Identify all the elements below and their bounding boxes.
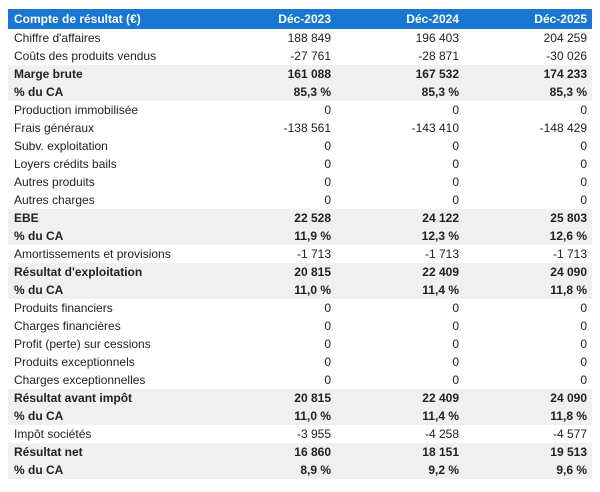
value-cell: 0 xyxy=(452,139,459,153)
value-cell: -138 561 xyxy=(283,121,331,135)
row-label: Résultat d'exploitation xyxy=(14,265,143,279)
value-cell: 0 xyxy=(324,355,331,369)
value-cell: 0 xyxy=(580,337,587,351)
value-cell: 11,8 % xyxy=(550,409,587,423)
value-cell: -1 713 xyxy=(296,247,331,261)
table-row xyxy=(8,245,592,263)
table-row xyxy=(8,317,592,335)
table-row xyxy=(8,371,592,389)
row-label: Impôt sociétés xyxy=(14,427,92,441)
value-cell: -1 713 xyxy=(424,247,459,261)
row-label: % du CA xyxy=(14,229,64,243)
value-cell: 204 259 xyxy=(543,31,587,45)
value-cell: -27 761 xyxy=(290,49,331,63)
table-row xyxy=(8,137,592,155)
value-cell: 0 xyxy=(452,337,459,351)
value-cell: 19 513 xyxy=(550,445,587,459)
value-cell: 22 409 xyxy=(422,265,459,279)
value-cell: 9,6 % xyxy=(556,463,587,477)
value-cell: 20 815 xyxy=(294,265,331,279)
table-row xyxy=(8,83,592,101)
header-col-dec-2023: Déc-2023 xyxy=(208,9,336,29)
value-cell: 0 xyxy=(324,139,331,153)
value-cell: 24 090 xyxy=(550,391,587,405)
value-cell: 0 xyxy=(452,103,459,117)
row-label: Loyers crédits bails xyxy=(14,157,117,171)
value-cell: 24 122 xyxy=(422,211,459,225)
value-cell: 24 090 xyxy=(550,265,587,279)
value-cell: 12,3 % xyxy=(421,229,459,243)
row-label: Résultat avant impôt xyxy=(14,391,133,405)
row-label: Charges exceptionnelles xyxy=(14,373,146,387)
table-header-row xyxy=(8,9,592,29)
value-cell: 0 xyxy=(452,193,459,207)
table-row xyxy=(8,353,592,371)
income-statement-table xyxy=(8,9,592,479)
value-cell: -1 713 xyxy=(552,247,587,261)
value-cell: 22 409 xyxy=(422,391,459,405)
row-label: Profit (perte) sur cessions xyxy=(14,337,151,351)
value-cell: 196 403 xyxy=(415,31,459,45)
row-label: Autres charges xyxy=(14,193,95,207)
row-label: Amortissements et provisions xyxy=(14,247,171,261)
value-cell: 0 xyxy=(580,301,587,315)
value-cell: -4 258 xyxy=(424,427,459,441)
value-cell: 0 xyxy=(324,337,331,351)
value-cell: 20 815 xyxy=(294,391,331,405)
table-row xyxy=(8,29,592,47)
value-cell: 0 xyxy=(452,175,459,189)
table-row xyxy=(8,101,592,119)
value-cell: -3 955 xyxy=(296,427,331,441)
table-row xyxy=(8,209,592,227)
table-row xyxy=(8,191,592,209)
table-row xyxy=(8,461,592,479)
value-cell: 161 088 xyxy=(287,67,331,81)
value-cell: 0 xyxy=(580,373,587,387)
value-cell: -148 429 xyxy=(539,121,587,135)
header-title-cell: Compte de résultat (€) xyxy=(8,9,208,29)
table-row xyxy=(8,227,592,245)
header-col-dec-2025: Déc-2025 xyxy=(464,9,592,29)
value-cell: -143 410 xyxy=(411,121,459,135)
value-cell: 0 xyxy=(324,319,331,333)
value-cell: 0 xyxy=(580,355,587,369)
value-cell: 11,8 % xyxy=(550,283,587,297)
row-label: % du CA xyxy=(14,85,64,99)
value-cell: 0 xyxy=(580,157,587,171)
value-cell: 85,3 % xyxy=(421,85,459,99)
header-col-dec-2024: Déc-2024 xyxy=(336,9,464,29)
row-label: Charges financières xyxy=(14,319,121,333)
row-label: Produits financiers xyxy=(14,301,113,315)
value-cell: 0 xyxy=(580,319,587,333)
value-cell: -30 026 xyxy=(546,49,587,63)
value-cell: 0 xyxy=(452,319,459,333)
table-row xyxy=(8,425,592,443)
row-label: % du CA xyxy=(14,283,64,297)
value-cell: 11,4 % xyxy=(422,283,459,297)
value-cell: 9,2 % xyxy=(428,463,459,477)
value-cell: 25 803 xyxy=(550,211,587,225)
table-row xyxy=(8,443,592,461)
row-label: EBE xyxy=(14,211,39,225)
row-label: Produits exceptionnels xyxy=(14,355,135,369)
table-row xyxy=(8,281,592,299)
table-row xyxy=(8,407,592,425)
table-row xyxy=(8,263,592,281)
row-label: % du CA xyxy=(14,409,64,423)
table-body xyxy=(8,29,592,479)
value-cell: 22 528 xyxy=(294,211,331,225)
value-cell: 0 xyxy=(324,301,331,315)
value-cell: -4 577 xyxy=(552,427,587,441)
table-row xyxy=(8,47,592,65)
value-cell: 167 532 xyxy=(415,67,459,81)
value-cell: 0 xyxy=(324,193,331,207)
row-label: Coûts des produits vendus xyxy=(14,49,157,63)
value-cell: 18 151 xyxy=(422,445,459,459)
value-cell: 0 xyxy=(580,103,587,117)
value-cell: 0 xyxy=(580,139,587,153)
table-row xyxy=(8,299,592,317)
table-row xyxy=(8,389,592,407)
value-cell: 0 xyxy=(324,103,331,117)
value-cell: 85,3 % xyxy=(293,85,331,99)
value-cell: 85,3 % xyxy=(549,85,587,99)
value-cell: 11,4 % xyxy=(422,409,459,423)
value-cell: 188 849 xyxy=(287,31,331,45)
row-label: Frais généraux xyxy=(14,121,95,135)
row-label: Production immobilisée xyxy=(14,103,139,117)
table-row xyxy=(8,335,592,353)
row-label: % du CA xyxy=(14,463,64,477)
row-label: Résultat net xyxy=(14,445,83,459)
table-row xyxy=(8,119,592,137)
value-cell: 0 xyxy=(324,157,331,171)
table-head xyxy=(8,9,592,29)
table-row xyxy=(8,65,592,83)
table-row xyxy=(8,173,592,191)
value-cell: 12,6 % xyxy=(549,229,587,243)
value-cell: 11,0 % xyxy=(294,409,331,423)
value-cell: 0 xyxy=(452,373,459,387)
value-cell: 0 xyxy=(580,175,587,189)
table-row xyxy=(8,155,592,173)
value-cell: 0 xyxy=(324,373,331,387)
row-label: Autres produits xyxy=(14,175,95,189)
value-cell: 0 xyxy=(452,157,459,171)
value-cell: 0 xyxy=(452,301,459,315)
row-label: Marge brute xyxy=(14,67,83,81)
value-cell: 0 xyxy=(452,355,459,369)
value-cell: 11,0 % xyxy=(294,283,331,297)
value-cell: -28 871 xyxy=(418,49,459,63)
row-label: Subv. exploitation xyxy=(14,139,108,153)
value-cell: 8,9 % xyxy=(300,463,331,477)
value-cell: 0 xyxy=(324,175,331,189)
row-label: Chiffre d'affaires xyxy=(14,31,101,45)
value-cell: 0 xyxy=(580,193,587,207)
value-cell: 16 860 xyxy=(294,445,331,459)
value-cell: 174 233 xyxy=(543,67,587,81)
value-cell: 11,9 % xyxy=(294,229,331,243)
income-statement-container xyxy=(8,9,592,479)
